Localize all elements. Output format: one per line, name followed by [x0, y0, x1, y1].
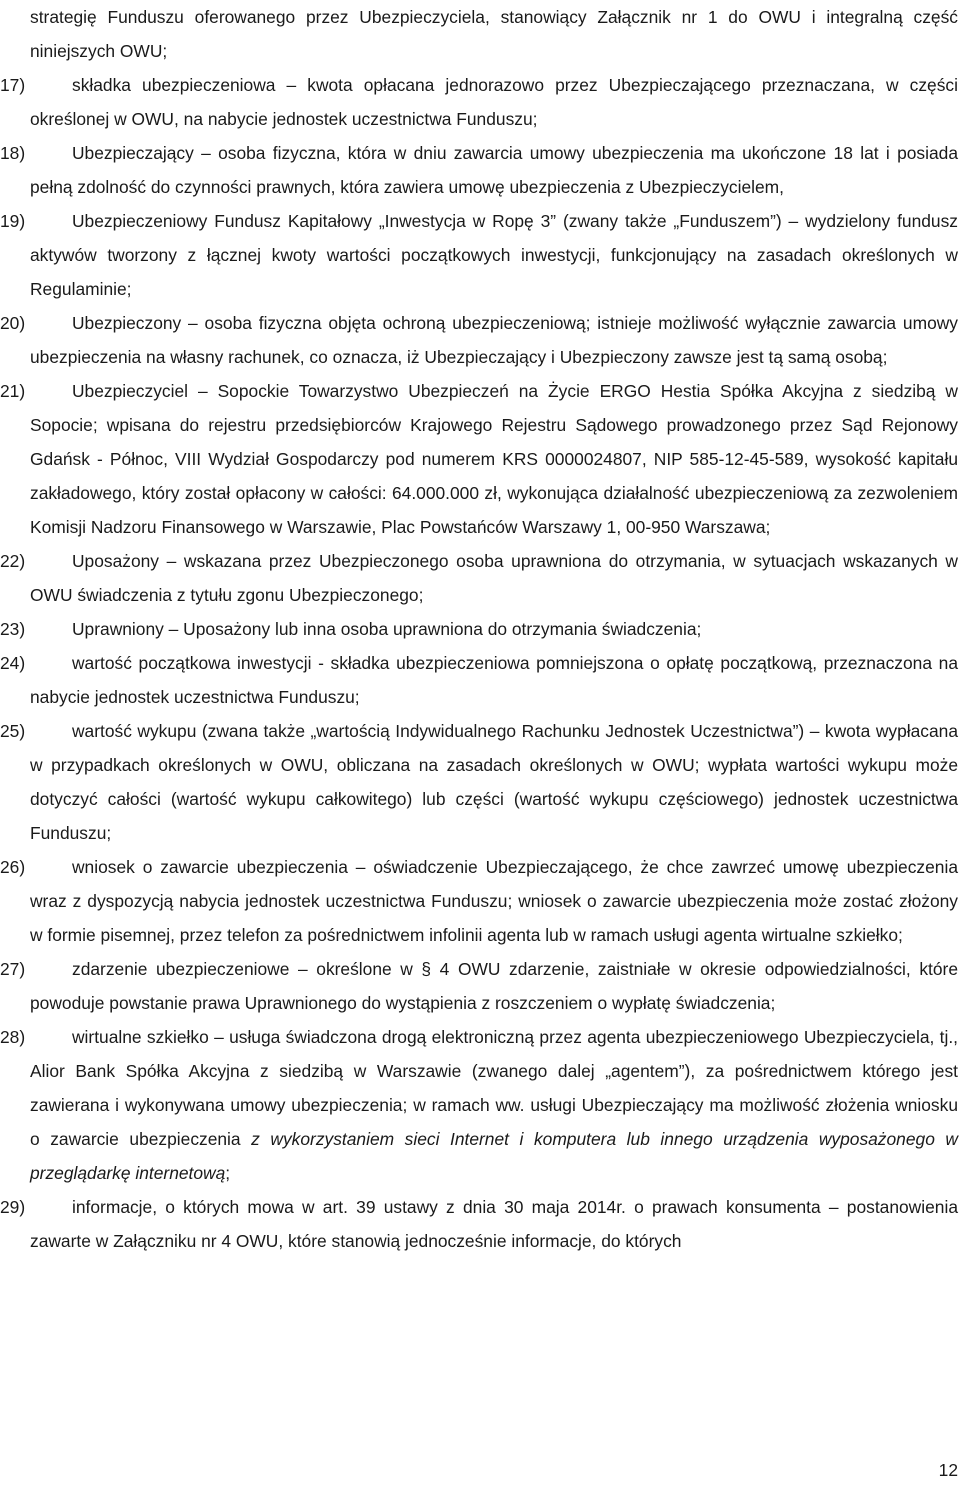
item-text: Ubezpieczający – osoba fizyczna, która w dniu zawarcia umowy ubezpieczenia ma ukończone 18 lat i posiada pełną zdolność do czynności prawnych, która zawiera umowę ubezpieczenia z Ubezpieczycielem, — [30, 143, 958, 197]
item-number: 21) — [0, 381, 26, 401]
item-text: Ubezpieczeniowy Fundusz Kapitałowy „Inwestycja w Ropę 3” (zwany także „Funduszem”) – wydzielony fundusz aktywów tworzony z łącznej kwoty wartości początkowych inwestycji, funkcjonujący na zasadach określonych w Regulaminie; — [30, 211, 958, 299]
definition-item-24 — [0, 646, 958, 714]
definition-item-25 — [0, 714, 958, 850]
definition-item-18 — [0, 136, 958, 204]
item-number: 22) — [0, 551, 26, 571]
item-number: 27) — [0, 959, 26, 979]
definition-item-19 — [0, 204, 958, 306]
item-text: Uprawniony – Uposażony lub inna osoba uprawniona do otrzymania świadczenia; — [72, 619, 702, 639]
definition-item-17 — [0, 68, 958, 136]
item-text: zdarzenie ubezpieczeniowe – określone w § 4 OWU zdarzenie, zaistniałe w okresie odpowiedzialności, które powoduje powstanie prawa Uprawnionego do wystąpienia z roszczeniem o wypłatę świadczenia; — [30, 959, 958, 1013]
item-text: informacje, o których mowa w art. 39 ustawy z dnia 30 maja 2014r. o prawach konsumenta – postanowienia zawarte w Załączniku nr 4 OWU, które stanowią jednocześnie informacje, do których — [30, 1197, 958, 1251]
item-number: 18) — [0, 143, 26, 163]
item-number: 24) — [0, 653, 26, 673]
item-text: wniosek o zawarcie ubezpieczenia – oświadczenie Ubezpieczającego, że chce zawrzeć umowę ubezpieczenia wraz z dyspozycją nabycia jednostek uczestnictwa Funduszu; wniosek o zawarcie ubezpieczenia może zostać złożony w formie pisemnej, przez telefon za pośrednictwem infolinii agenta lub w ramach usługi agenta wirtualne szkiełko; — [30, 857, 958, 945]
item-text: Ubezpieczyciel – Sopockie Towarzystwo Ubezpieczeń na Życie ERGO Hestia Spółka Akcyjna z siedzibą w Sopocie; wpisana do rejestru przedsiębiorców Krajowego Rejestru Sądowego prowadzonego przez Sąd Rejonowy Gdańsk - Północ, VIII Wydział Gospodarczy pod numerem KRS 0000024807, NIP 585-12-45-589, wysokość kapitału zakładowego, który został opłacony w całości: 64.000.000 zł, wykonująca działalność ubezpieczeniową za zezwoleniem Komisji Nadzoru Finansowego w Warszawie, Plac Powstańców Warszawy 1, 00-950 Warszawa; — [30, 381, 958, 537]
item-text: Ubezpieczony – osoba fizyczna objęta ochroną ubezpieczeniową; istnieje możliwość wyłącznie zawarcia umowy ubezpieczenia na własny rachunek, co oznacza, iż Ubezpieczający i Ubezpieczony zawsze jest tą samą osobą; — [30, 313, 958, 367]
item-text-regular: wirtualne szkiełko – usługa świadczona drogą elektroniczną przez agenta ubezpieczeniowego Ubezpieczyciela, tj., Alior Bank Spółka Akcyjna z siedzibą w Warszawie (zwanego dalej „agentem”), za pośrednictwem którego jest zawierana i wykonywana umowy ubezpieczenia; w ramach ww. usługi Ubezpieczający ma możliwość złożenia wniosku o zawarcie ubezpieczenia — [30, 1027, 958, 1149]
definition-item-27 — [0, 952, 958, 1020]
item-number: 17) — [0, 75, 26, 95]
definition-item-28 — [0, 1020, 958, 1190]
item-text-after: ; — [225, 1163, 231, 1183]
item-number: 20) — [0, 313, 26, 333]
item-text: wartość początkowa inwestycji - składka ubezpieczeniowa pomniejszona o opłatę początkową, przeznaczona na nabycie jednostek uczestnictwa Funduszu; — [30, 653, 958, 707]
definition-item-22 — [0, 544, 958, 612]
item-text — [30, 1020, 958, 1190]
item-text: składka ubezpieczeniowa – kwota opłacana jednorazowo przez Ubezpieczającego przeznaczana, w części określonej w OWU, na nabycie jednostek uczestnictwa Funduszu; — [30, 75, 958, 129]
definition-item-29 — [0, 1190, 958, 1258]
definition-item-23 — [0, 612, 958, 646]
item-text: Uposażony – wskazana przez Ubezpieczonego osoba uprawniona do otrzymania, w sytuacjach wskazanych w OWU świadczenia z tytułu zgonu Ubezpieczonego; — [30, 551, 958, 605]
intro-paragraph: strategię Funduszu oferowanego przez Ubezpieczyciela, stanowiący Załącznik nr 1 do OWU i integralną część niniejszych OWU; — [30, 7, 958, 61]
definition-item-21 — [0, 374, 958, 544]
item-number: 23) — [0, 619, 26, 639]
definition-item-26 — [0, 850, 958, 952]
item-number: 29) — [0, 1197, 26, 1217]
definition-item-20 — [0, 306, 958, 374]
item-text: wartość wykupu (zwana także „wartością Indywidualnego Rachunku Jednostek Uczestnictwa”) – kwota wypłacana w przypadkach określonych w OWU, obliczana na zasadach określonych w OWU; wypłata wartości wykupu może dotyczyć całości (wartość wykupu całkowitego) lub części (wartość wykupu częściowego) jednostek uczestnictwa Funduszu; — [30, 721, 958, 843]
item-text-italic: z wykorzystaniem sieci Internet i komputera lub innego urządzenia wyposażonego w przeglądarkę internetową — [30, 1129, 958, 1183]
item-number: 26) — [0, 857, 26, 877]
page-number: 12 — [938, 1460, 958, 1480]
item-number: 28) — [0, 1027, 26, 1047]
item-number: 19) — [0, 211, 26, 231]
item-number: 25) — [0, 721, 26, 741]
